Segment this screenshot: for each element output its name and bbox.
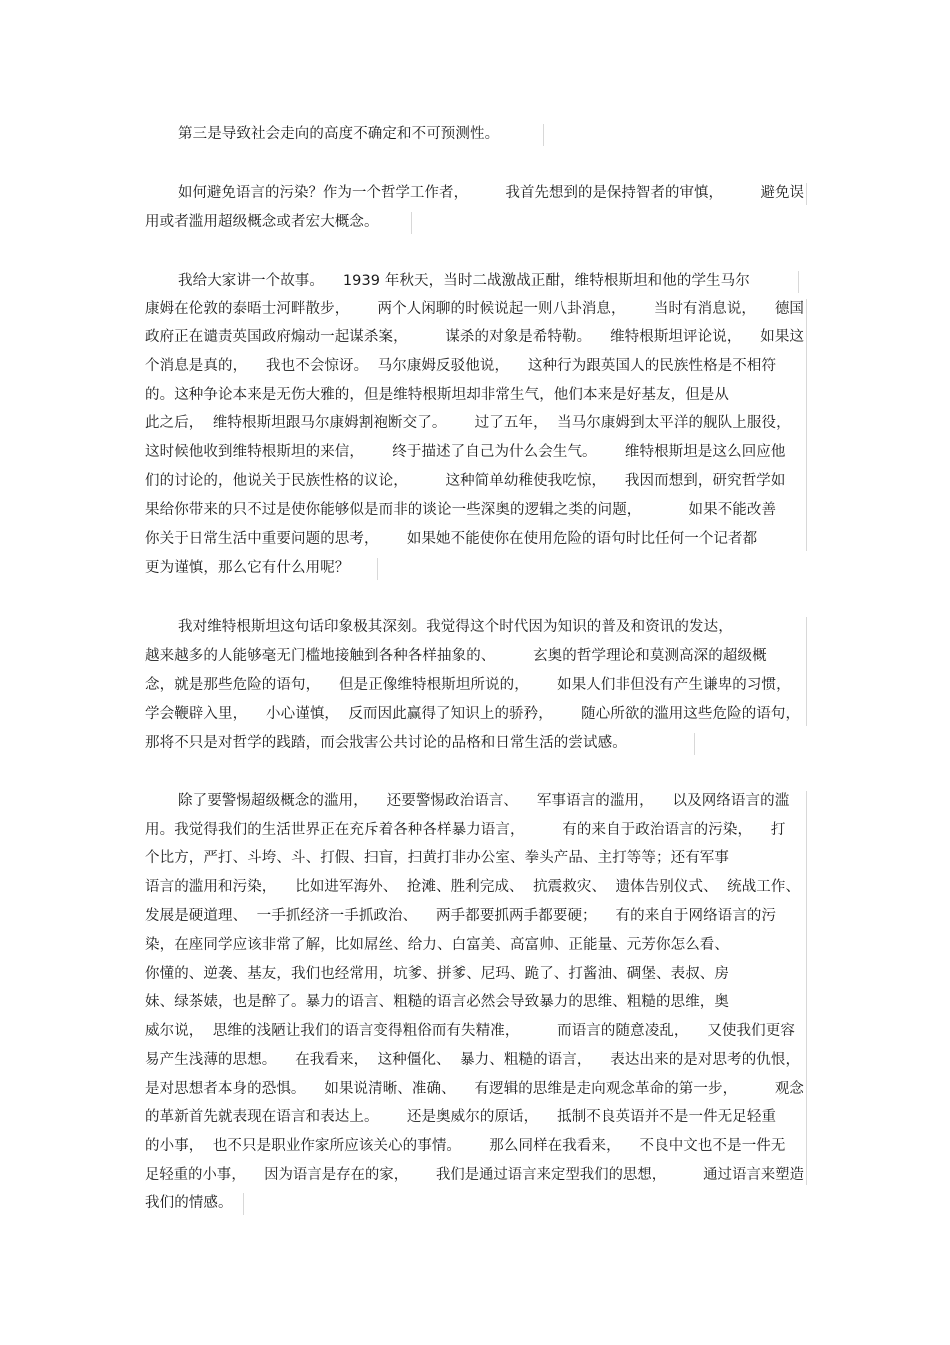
paragraph-2-line-1: 如何避免语言的污染？作为一个哲学工作者， 我首先想到的是保持智者的审慎， 避免误: [178, 185, 804, 201]
paragraph-5-line-1: 除了要警惕超级概念的滥用， 还要警惕政治语言、 军事语言的滥用， 以及网络语言的滥: [178, 793, 790, 809]
table-border: [411, 212, 412, 234]
table-border: [806, 299, 807, 551]
paragraph-2-line-2: 用或者滥用超级概念或者宏大概念。: [145, 214, 379, 230]
paragraph-3-line-5: 的。这种争论本来是无伤大雅的，但是维特根斯坦却非常生气，他们本来是好基友，但是从: [145, 387, 729, 403]
paragraph-5-line-7: 你懂的、逆袭、基友，我们也经常用，坑爹、拼爹、尼玛、跪了、打酱油、碉堡、表叔、房: [145, 966, 729, 982]
paragraph-3-line-9: 果给你带来的只不过是使你能够似是而非的谈论一些深奥的逻辑之类的问题， 如果不能改善: [145, 502, 777, 518]
paragraph-4-line-1: 我对维特根斯坦这句话印象极其深刻。我觉得这个时代因为知识的普及和资讯的发达，: [178, 619, 733, 635]
paragraph-5-line-15: 我们的情感。: [145, 1195, 233, 1211]
table-border: [377, 558, 378, 580]
table-border: [798, 271, 799, 293]
paragraph-4-line-3: 念，就是那些危险的语句， 但是正像维特根斯坦所说的， 如果人们非但没有产生谦卑的习惯，: [145, 677, 791, 693]
paragraph-3-line-6: 此之后， 维特根斯坦跟马尔康姆割袍断交了。 过了五年， 当马尔康姆到太平洋的舰队上服役，: [145, 415, 791, 431]
paragraph-5-line-5: 发展是硬道理、 一手抓经济一手抓政治、 两手都要抓两手都要硬； 有的来自于网络语言的污: [145, 908, 777, 924]
paragraph-3-line-11: 更为谨慎，那么它有什么用呢？: [145, 560, 350, 576]
paragraph-5-line-14: 足轻重的小事， 因为语言是存在的家， 我们是通过语言来定型我们的思想， 通过语言来塑造: [145, 1167, 805, 1183]
paragraph-3-line-10: 你关于日常生活中重要问题的思考， 如果她不能使你在使用危险的语句时比任何一个记者都: [145, 531, 758, 547]
table-border: [543, 124, 544, 146]
paragraph-3-line-8: 们的讨论的，他说关于民族性格的议论， 这种简单幼稚使我吃惊， 我因而想到，研究哲学如: [145, 473, 786, 489]
table-border: [806, 617, 807, 726]
paragraph-5-line-11: 是对思想者本身的恐惧。 如果说清晰、准确、 有逻辑的思维是走向观念革命的第一步， 观念: [145, 1081, 805, 1097]
paragraph-3-line-1: 我给大家讲一个故事。 1939 年秋天，当时二战激战正酣，维特根斯坦和他的学生马尔: [178, 273, 750, 289]
paragraph-4-line-2: 越来越多的人能够毫无门槛地接触到各种各样抽象的、 玄奥的哲学理论和莫测高深的超级概: [145, 648, 767, 664]
paragraph-4-line-4: 学会鞭辟入里， 小心谨慎， 反而因此赢得了知识上的骄矜， 随心所欲的滥用这些危险的语句，: [145, 706, 801, 722]
table-border: [243, 1193, 244, 1215]
paragraph-5-line-2: 用。我觉得我们的生活世界正在充斥着各种各样暴力语言， 有的来自于政治语言的污染， 打: [145, 822, 786, 838]
paragraph-5-line-3: 个比方，严打、斗垮、斗、打假、扫盲，扫黄打非办公室、拳头产品、主打等等；还有军事: [145, 850, 729, 866]
paragraph-4-line-5: 那将不只是对哲学的践踏，而会戕害公共讨论的品格和日常生活的尝试感。: [145, 735, 627, 751]
paragraph-3-line-4: 个消息是真的， 我也不会惊讶。 马尔康姆反驳他说， 这种行为跟英国人的民族性格是不相符: [145, 358, 777, 374]
paragraph-3-line-3: 政府正在谴责英国政府煽动一起谋杀案， 谋杀的对象是希特勒。 维特根斯坦评论说， 如果这: [145, 329, 805, 345]
paragraph-1-line-1: 第三是导致社会走向的高度不确定和不可预测性。: [178, 126, 500, 142]
paragraph-5-line-13: 的小事， 也不只是职业作家所应该关心的事情。 那么同样在我看来， 不良中文也不是一件无: [145, 1138, 786, 1154]
paragraph-5-line-6: 染，在座同学应该非常了解，比如屌丝、给力、白富美、高富帅、正能量、元芳你怎么看、: [145, 937, 729, 953]
paragraph-5-line-12: 的革新首先就表现在语言和表达上。 还是奥威尔的原话， 抵制不良英语并不是一件无足轻重: [145, 1109, 777, 1125]
paragraph-5-line-9: 威尔说， 思维的浅陋让我们的语言变得粗俗而有失精准， 而语言的随意凌乱， 又使我们更容: [145, 1023, 795, 1039]
paragraph-3-line-2: 康姆在伦敦的泰晤士河畔散步， 两个人闲聊的时候说起一则八卦消息， 当时有消息说， 德国: [145, 301, 805, 317]
table-border: [694, 733, 695, 755]
table-border: [806, 183, 807, 205]
paragraph-3-line-7: 这时候他收到维特根斯坦的来信， 终于描述了自己为什么会生气。 维特根斯坦是这么回应他: [145, 444, 786, 460]
table-border: [806, 791, 807, 1185]
paragraph-5-line-10: 易产生浅薄的思想。 在我看来， 这种僵化、 暴力、粗糙的语言， 表达出来的是对思考的仇恨，: [145, 1052, 801, 1068]
paragraph-5-line-8: 妹、绿茶婊，也是醉了。暴力的语言、粗糙的语言必然会导致暴力的思维、粗糙的思维，奥: [145, 994, 729, 1010]
paragraph-5-line-4: 语言的滥用和污染， 比如进军海外、 抢滩、胜利完成、 抗震救灾、 遗体告别仪式、 统战工作、: [145, 879, 801, 895]
